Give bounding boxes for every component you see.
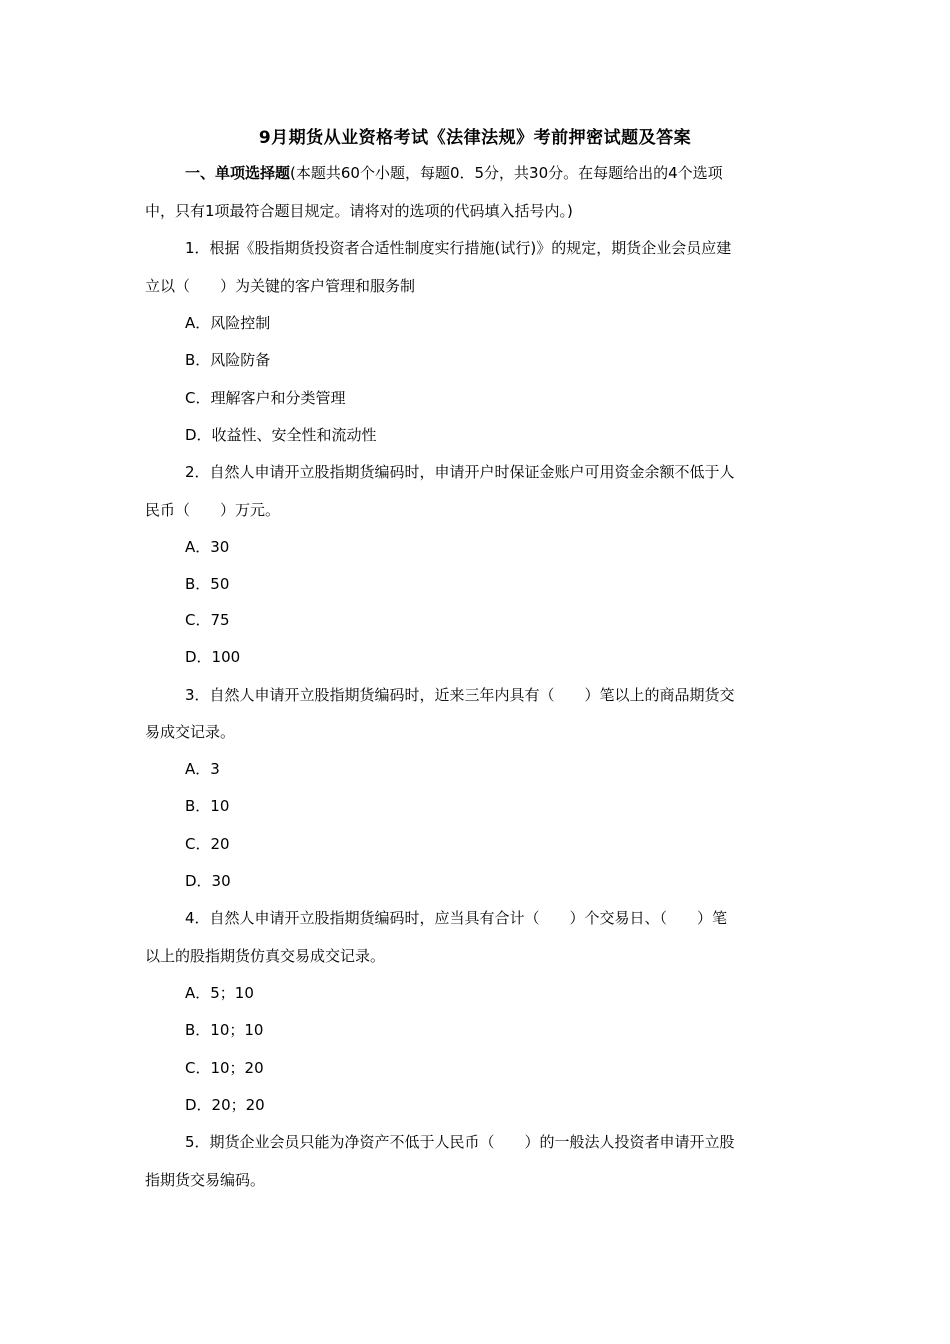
section-intro [185,163,723,183]
question-3-option-c: C．20 [185,835,230,853]
question-2-option-d: D．100 [185,648,241,666]
question-4-stem-line2: 以上的股指期货仿真交易成交记录。 [145,947,386,965]
question-1-stem-line2: 立以（ ）为关键的客户管理和服务制 [145,277,416,295]
question-2-stem-line2: 民币（ ）万元。 [145,501,281,519]
question-4-option-d: D．20；20 [185,1096,265,1114]
section-intro-line1: (本题共60个小题，每题0．5分，共30分。在每题给出的4个选项 [290,164,723,182]
question-4-stem-line1: 4．自然人申请开立股指期货编码时，应当具有合计（ ）个交易日、（ ）笔 [185,909,728,927]
section-intro-line2: 中，只有1项最符合题目规定。请将对的选项的代码填入括号内。) [145,202,573,220]
question-5-stem-line1: 5．期货企业会员只能为净资产不低于人民币（ ）的一般法人投资者申请开立股 [185,1133,735,1151]
question-3-option-a: A．3 [185,760,220,778]
question-2-option-c: C．75 [185,611,230,629]
question-2-stem-line1: 2．自然人申请开立股指期货编码时，申请开户时保证金账户可用资金余额不低于人 [185,463,735,481]
question-2-option-a: A．30 [185,538,230,556]
question-3-option-d: D．30 [185,872,231,890]
question-4-option-c: C．10；20 [185,1059,264,1077]
question-4-option-a: A．5；10 [185,984,254,1002]
question-3-option-b: B．10 [185,797,230,815]
section-heading: 一、单项选择题 [185,164,291,182]
question-1-option-d: D．收益性、安全性和流动性 [185,426,377,444]
question-5-stem-line2: 指期货交易编码。 [145,1171,266,1189]
question-3-stem-line2: 易成交记录。 [145,723,236,741]
question-1-option-b: B．风险防备 [185,351,271,369]
question-1-option-c: C．理解客户和分类管理 [185,389,346,407]
question-4-option-b: B．10；10 [185,1021,264,1039]
question-1-option-a: A．风险控制 [185,314,271,332]
question-1-stem-line1: 1．根据《股指期货投资者合适性制度实行措施(试行)》的规定，期货企业会员应建 [185,239,732,257]
document-title: 9月期货从业资格考试《法律法规》考前押密试题及答案 [258,128,692,148]
question-2-option-b: B．50 [185,575,230,593]
question-3-stem-line1: 3．自然人申请开立股指期货编码时，近来三年内具有（ ）笔以上的商品期货交 [185,686,735,704]
